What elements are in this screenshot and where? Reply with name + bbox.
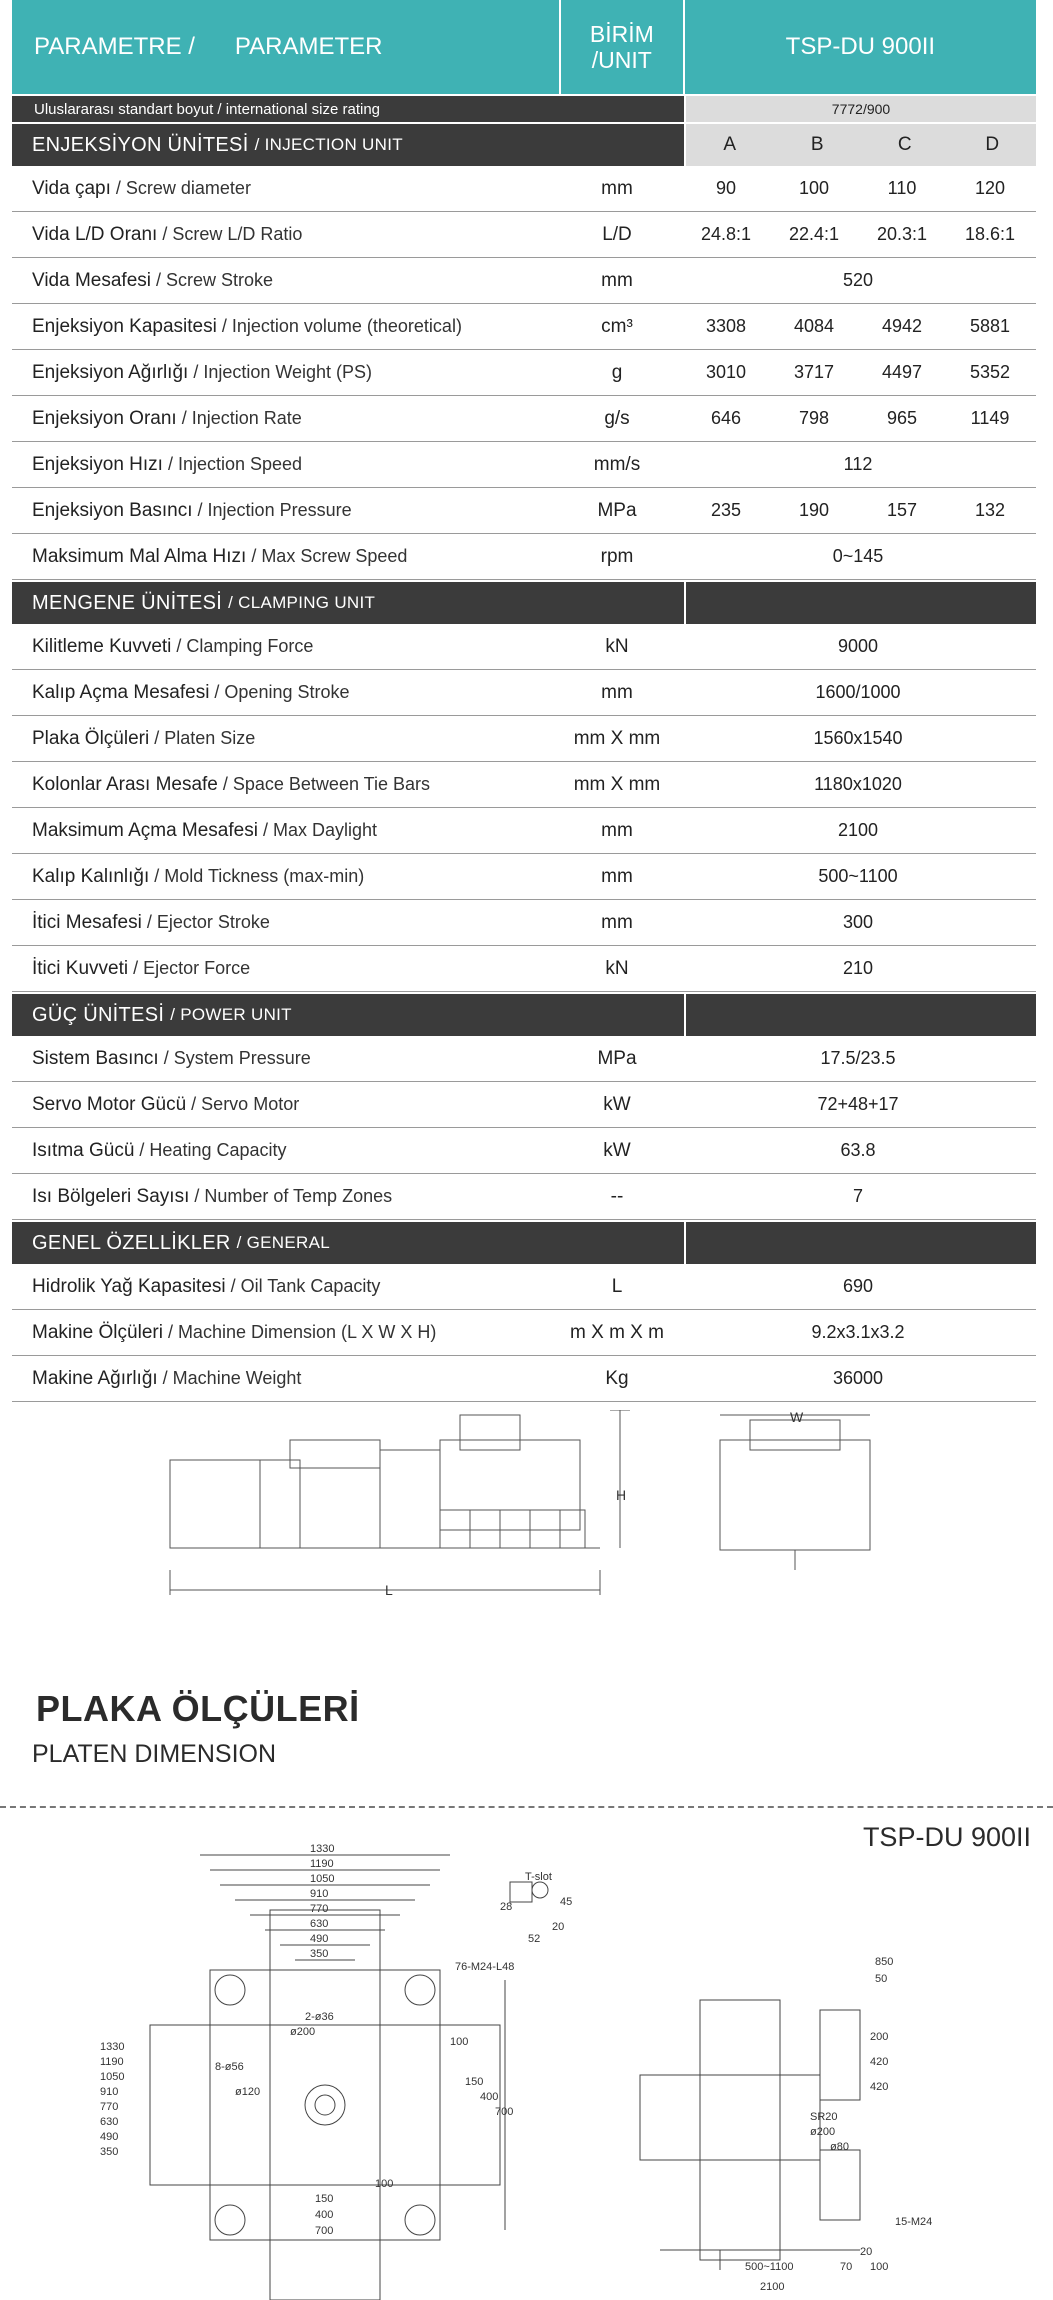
table-row: [12, 442, 1036, 488]
clamping-title-tr: MENGENE ÜNİTESİ: [32, 591, 223, 614]
row-parameter: [12, 1186, 552, 1208]
row-parameter: [12, 866, 552, 888]
parameter-en: / Servo Motor: [191, 1093, 300, 1114]
row-value: 24.8:1: [700, 224, 752, 244]
parameter-tr: Enjeksiyon Basıncı: [32, 499, 193, 521]
side-dim-11: 420: [870, 2081, 889, 2093]
dim-left-6: 630: [100, 2116, 119, 2128]
dim-left-4: 910: [100, 2086, 119, 2098]
row-parameter: [12, 1276, 552, 1298]
row-parameter: [12, 774, 552, 796]
parameter-en: PARAMETER: [234, 33, 383, 60]
dim-left-5: 770: [100, 2101, 119, 2113]
row-unit: g: [611, 361, 623, 383]
table-row: [12, 350, 1036, 396]
parameter-tr: Maksimum Açma Mesafesi: [32, 819, 258, 841]
table-row: [12, 670, 1036, 716]
table-row: [12, 946, 1036, 992]
parameter-en: / Opening Stroke: [214, 681, 350, 702]
injection-section-title: [12, 124, 684, 166]
parameter-tr: Maksimum Mal Alma Hızı: [32, 545, 247, 567]
row-value: 5352: [969, 362, 1011, 382]
parameter-tr: Makine Ölçüleri: [32, 1321, 163, 1343]
row-value: 120: [974, 178, 1006, 198]
row-value: 300: [842, 912, 874, 932]
row-value: 7: [852, 1186, 863, 1206]
parameter-tr: Enjeksiyon Oranı: [32, 407, 177, 429]
row-values: [682, 728, 1034, 749]
row-values: [682, 682, 1034, 703]
row-value: 20.3:1: [876, 224, 928, 244]
parameter-tr: Vida çapı: [32, 177, 111, 199]
row-value: 63.8: [840, 1140, 876, 1160]
dim-top-4: 910: [310, 1888, 329, 1900]
row-parameter: [12, 270, 552, 292]
parameter-tr: Enjeksiyon Kapasitesi: [32, 315, 217, 337]
row-values: [682, 866, 1034, 887]
dim-top-3: 1050: [310, 1873, 335, 1885]
injection-title-tr: ENJEKSİYON ÜNİTESİ: [32, 133, 249, 156]
width-label: W: [790, 1410, 804, 1425]
d200-label: ø200: [290, 2026, 316, 2038]
power-section-title: [12, 994, 684, 1036]
row-unit: kW: [603, 1139, 631, 1161]
parameter-tr: PARAMETRE /: [34, 33, 195, 60]
row-values: [682, 546, 1034, 567]
side-dim-13: ø200: [810, 2126, 836, 2138]
row-values: [682, 408, 1034, 429]
row-value: 9.2x3.1x3.2: [811, 1322, 905, 1342]
general-section-title: [12, 1222, 684, 1264]
row-value: 90: [715, 178, 737, 198]
table-row: [12, 1082, 1036, 1128]
general-section-header: [12, 1222, 1036, 1264]
parameter-en: / Screw diameter: [115, 177, 251, 198]
row-values: [682, 820, 1034, 841]
parameter-en: / Injection volume (theoretical): [221, 315, 462, 336]
table-row: [12, 762, 1036, 808]
table-row: [12, 1036, 1036, 1082]
row-parameter: [12, 546, 552, 568]
d120-label: ø120: [235, 2086, 261, 2098]
parameter-tr: Vida L/D Oranı: [32, 223, 158, 245]
row-value: 22.4:1: [788, 224, 840, 244]
row-parameter: [12, 820, 552, 842]
general-title-tr: GENEL ÖZELLİKLER: [32, 1231, 231, 1254]
row-value: 3308: [705, 316, 747, 336]
table-row: [12, 1174, 1036, 1220]
table-row: [12, 1264, 1036, 1310]
dim-left-1: 1330: [100, 2041, 125, 2053]
height-label: H: [616, 1487, 627, 1503]
clamping-section-columns: [686, 582, 1036, 624]
right-dim-4: 700: [495, 2106, 514, 2118]
platen-drawing: [0, 1830, 1053, 2300]
parameter-tr: Sistem Basıncı: [32, 1047, 159, 1069]
table-row: [12, 900, 1036, 946]
row-value: 0~145: [832, 546, 884, 566]
row-values: [682, 1322, 1034, 1343]
row-parameter: [12, 1094, 552, 1116]
parameter-en: / Ejector Stroke: [146, 911, 270, 932]
row-value: 17.5/23.5: [820, 1048, 896, 1068]
platen-title: PLAKA ÖLÇÜLERİ: [36, 1688, 360, 1729]
clamping-section-title: [12, 582, 684, 624]
right-dim-3: 400: [480, 2091, 499, 2103]
tslot-dim-1: 28: [500, 1901, 513, 1913]
parameter-en: / Machine Weight: [162, 1367, 302, 1388]
row-unit: --: [610, 1185, 624, 1207]
row-unit: kN: [605, 957, 629, 979]
row-parameter: [12, 178, 552, 200]
row-value: 965: [886, 408, 918, 428]
machine-drawing: [0, 1410, 1053, 1640]
parameter-en: / Screw Stroke: [156, 269, 274, 290]
bottom-dim-1: 150: [315, 2193, 334, 2205]
column-header-a: A: [723, 134, 737, 155]
parameter-tr: Isı Bölgeleri Sayısı: [32, 1185, 190, 1207]
table-row: [12, 624, 1036, 670]
parameter-en: / Max Screw Speed: [251, 545, 408, 566]
bottom-100: 100: [375, 2178, 394, 2190]
size-rating-value: 7772/900: [686, 96, 1036, 122]
table-row: [12, 854, 1036, 900]
row-parameter: [12, 408, 552, 430]
row-value: 4084: [793, 316, 835, 336]
row-value: 1149: [970, 408, 1010, 428]
parameter-tr: Enjeksiyon Hızı: [32, 453, 163, 475]
row-parameter: [12, 1322, 552, 1344]
row-parameter: [12, 1368, 552, 1390]
table-row: [12, 534, 1036, 580]
row-value: 72+48+17: [817, 1094, 899, 1114]
row-value: 18.6:1: [964, 224, 1016, 244]
parameter-en: / Injection Rate: [181, 407, 302, 428]
row-values: [682, 362, 1034, 383]
table-row: [12, 1128, 1036, 1174]
tslot-label: T-slot: [525, 1871, 552, 1883]
parameter-tr: Kalıp Açma Mesafesi: [32, 681, 210, 703]
row-unit: MPa: [597, 499, 637, 521]
d36-label: 2-ø36: [305, 2011, 334, 2023]
row-unit: mm: [601, 681, 633, 703]
side-dim-12: SR20: [810, 2111, 838, 2123]
parameter-en: / Injection Weight (PS): [193, 361, 373, 382]
side-dim-1: 850: [875, 1956, 894, 1968]
row-unit: rpm: [600, 545, 634, 567]
table-header: [12, 0, 1036, 94]
table-row: [12, 396, 1036, 442]
parameter-tr: Makine Ağırlığı: [32, 1367, 158, 1389]
table-row: [12, 808, 1036, 854]
parameter-en: / Screw L/D Ratio: [162, 223, 303, 244]
column-header-c: C: [897, 134, 912, 155]
row-unit: mm: [601, 911, 633, 933]
side-dim-6: 20: [860, 2246, 873, 2258]
parameter-en: / Heating Capacity: [139, 1139, 287, 1160]
row-unit: L/D: [602, 223, 632, 245]
row-unit: g/s: [604, 407, 630, 429]
parameter-en: / Mold Tickness (max-min): [154, 865, 365, 886]
row-values: [682, 636, 1034, 657]
row-unit: kN: [605, 635, 629, 657]
row-value: 2100: [837, 820, 879, 840]
side-dim-7: 70: [840, 2261, 853, 2273]
platen-subtitle: PLATEN DIMENSION: [32, 1740, 277, 1768]
row-value: 36000: [832, 1368, 884, 1388]
size-rating-row: [12, 96, 1036, 122]
dim-top-5: 770: [310, 1903, 329, 1915]
d56-label: 8-ø56: [215, 2061, 244, 2073]
side-dim-14: ø80: [830, 2141, 849, 2153]
row-parameter: [12, 362, 552, 384]
row-parameter: [12, 912, 552, 934]
parameter-tr: Kolonlar Arası Mesafe: [32, 773, 218, 795]
row-values: [682, 1140, 1034, 1161]
row-unit: mm X mm: [573, 773, 661, 795]
length-label: L: [385, 1582, 393, 1598]
clamping-title-en: / CLAMPING UNIT: [228, 593, 376, 612]
table-row: [12, 304, 1036, 350]
side-dim-4: 2100: [760, 2281, 785, 2293]
row-value: 798: [798, 408, 830, 428]
parameter-tr: Enjeksiyon Ağırlığı: [32, 361, 189, 383]
row-values: [682, 224, 1034, 245]
unit-header: [561, 0, 683, 94]
row-values: [682, 500, 1034, 521]
row-value: 210: [842, 958, 874, 978]
bottom-dim-3: 700: [315, 2225, 334, 2237]
row-value: 112: [843, 454, 873, 474]
side-dim-10: 420: [870, 2056, 889, 2068]
model-header: TSP-DU 900II: [685, 0, 1036, 94]
parameter-tr: Kalıp Kalınlığı: [32, 865, 150, 887]
general-section-columns: [686, 1222, 1036, 1264]
parameter-en: / Platen Size: [154, 727, 256, 748]
dim-top-8: 350: [310, 1948, 329, 1960]
row-value: 4497: [881, 362, 923, 382]
row-parameter: [12, 682, 552, 704]
row-values: [682, 270, 1034, 291]
row-value: 1560x1540: [813, 728, 903, 748]
row-value: 4942: [881, 316, 923, 336]
row-values: [682, 958, 1034, 979]
row-values: [682, 1276, 1034, 1297]
parameter-tr: Servo Motor Gücü: [32, 1093, 187, 1115]
parameter-tr: İtici Kuvveti: [32, 957, 129, 979]
general-title-en: / GENERAL: [236, 1233, 330, 1252]
parameter-tr: Kilitleme Kuvveti: [32, 635, 172, 657]
dim-left-3: 1050: [100, 2071, 125, 2083]
row-parameter: [12, 1048, 552, 1070]
row-values: [682, 912, 1034, 933]
row-values: [682, 1048, 1034, 1069]
row-unit: mm/s: [593, 453, 641, 475]
row-value: 646: [710, 408, 742, 428]
table-row: [12, 488, 1036, 534]
power-section-columns: [686, 994, 1036, 1036]
injection-title-en: / INJECTION UNIT: [254, 135, 403, 154]
right-dim-1: 100: [450, 2036, 469, 2048]
power-title-en: / POWER UNIT: [170, 1005, 292, 1024]
table-row: [12, 212, 1036, 258]
dim-top-2: 1190: [310, 1858, 334, 1870]
parameter-tr: Isıtma Gücü: [32, 1139, 135, 1161]
row-unit: mm: [601, 865, 633, 887]
row-value: 110: [887, 178, 917, 198]
row-value: 1600/1000: [815, 682, 901, 702]
row-unit: mm: [601, 177, 633, 199]
parameter-tr: İtici Mesafesi: [32, 911, 142, 933]
dim-left-7: 490: [100, 2131, 119, 2143]
row-value: 500~1100: [818, 866, 898, 886]
parameter-tr: Plaka Ölçüleri: [32, 727, 150, 749]
row-parameter: [12, 728, 552, 750]
parameter-en: / Injection Pressure: [197, 499, 352, 520]
power-title-tr: GÜÇ ÜNİTESİ: [32, 1003, 165, 1026]
tslot-dim-2: 45: [560, 1896, 573, 1908]
row-unit: mm: [601, 269, 633, 291]
power-section-header: [12, 994, 1036, 1036]
table-row: [12, 1356, 1036, 1402]
dim-left-8: 350: [100, 2146, 119, 2158]
divider: [0, 1806, 1053, 1808]
table-row: [12, 1310, 1036, 1356]
row-values: [682, 316, 1034, 337]
table-row: [12, 716, 1036, 762]
parameter-en: / System Pressure: [163, 1047, 311, 1068]
row-values: [682, 1368, 1034, 1389]
row-values: [682, 774, 1034, 795]
row-value: 5881: [969, 316, 1011, 336]
row-unit: kW: [603, 1093, 631, 1115]
row-unit: MPa: [597, 1047, 637, 1069]
row-unit: cm³: [601, 315, 633, 337]
side-dim-5: 15-M24: [895, 2216, 933, 2228]
unit-tr: BİRİM: [589, 21, 654, 47]
row-values: [682, 1094, 1034, 1115]
dim-top-1: 1330: [310, 1843, 335, 1855]
dim-left-2: 1190: [100, 2056, 124, 2068]
row-values: [682, 178, 1034, 199]
row-value: 132: [974, 500, 1006, 520]
side-dim-8: 100: [870, 2261, 889, 2273]
dim-top-6: 630: [310, 1918, 329, 1930]
parameter-en: / Space Between Tie Bars: [222, 773, 430, 794]
parameter-tr: Vida Mesafesi: [32, 269, 151, 291]
parameter-en: / Machine Dimension (L X W X H): [167, 1321, 437, 1342]
column-header-b: B: [810, 134, 824, 155]
row-value: 3010: [705, 362, 747, 382]
row-parameter: [12, 636, 552, 658]
row-unit: m X m X m: [570, 1321, 664, 1343]
parameter-en: / Number of Temp Zones: [194, 1185, 393, 1206]
row-values: [682, 454, 1034, 475]
row-parameter: [12, 1140, 552, 1162]
parameter-en: / Injection Speed: [167, 453, 303, 474]
clamping-section-header: [12, 582, 1036, 624]
side-dim-2: 50: [875, 1973, 888, 1985]
side-dim-9: 200: [870, 2031, 889, 2043]
row-value: 1180x1020: [814, 774, 902, 794]
row-value: 157: [886, 500, 918, 520]
parameter-en: / Ejector Force: [133, 957, 251, 978]
row-parameter: [12, 454, 552, 476]
table-row: [12, 166, 1036, 212]
row-values: [682, 1186, 1034, 1207]
row-parameter: [12, 224, 552, 246]
side-dim-3: 500~1100: [745, 2261, 794, 2273]
row-value: 3717: [793, 362, 835, 382]
parameter-tr: Hidrolik Yağ Kapasitesi: [32, 1275, 226, 1297]
row-unit: L: [611, 1275, 623, 1297]
row-parameter: [12, 500, 552, 522]
table-row: [12, 258, 1036, 304]
row-unit: mm: [601, 819, 633, 841]
platen-model: TSP-DU 900II: [862, 1822, 1031, 1852]
row-value: 100: [798, 178, 830, 198]
column-header-d: D: [985, 134, 1000, 155]
dim-top-7: 490: [310, 1933, 329, 1945]
bottom-dim-2: 400: [315, 2209, 334, 2221]
parameter-en: / Clamping Force: [176, 635, 314, 656]
row-unit: Kg: [605, 1367, 629, 1389]
tslot-dim-3: 20: [552, 1921, 565, 1933]
injection-section-columns: [686, 124, 1036, 166]
tslot-dim-4: 52: [528, 1933, 541, 1945]
spec-table: [12, 0, 1036, 1402]
parameter-en: / Max Daylight: [262, 819, 377, 840]
holes-label: 76-M24-L48: [455, 1961, 515, 1973]
parameter-header: [12, 0, 559, 94]
row-value: 520: [842, 270, 874, 290]
row-value: 690: [842, 1276, 874, 1296]
row-value: 190: [798, 500, 830, 520]
parameter-en: / Oil Tank Capacity: [230, 1275, 381, 1296]
injection-section-header: [12, 124, 1036, 166]
row-unit: mm X mm: [573, 727, 661, 749]
unit-en: /UNIT: [591, 47, 652, 73]
row-parameter: [12, 958, 552, 980]
row-value: 235: [710, 500, 742, 520]
size-rating-label: Uluslararası standart boyut / international size rating: [12, 96, 684, 122]
right-dim-2: 150: [465, 2076, 484, 2088]
row-value: 9000: [837, 636, 879, 656]
row-parameter: [12, 316, 552, 338]
